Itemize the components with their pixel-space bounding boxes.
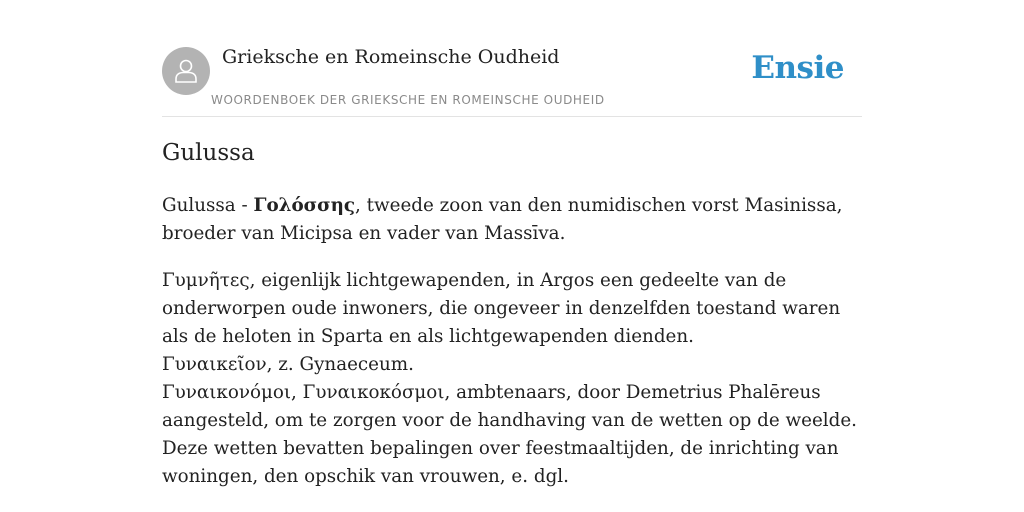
site-title[interactable]: Grieksche en Romeinsche Oudheid <box>222 46 560 68</box>
entry-line: Γυναικεῖον, z. Gynaeceum. <box>162 354 414 375</box>
entry-content <box>162 192 862 510</box>
entry-line: Γυμνῆτες, eigenlijk lichtgewapenden, in Argos een gedeelte van de onderworpen oude inwoners, die ongeveer in denzelfden toestand waren als de heloten in Sparta en als lichtgewapenden dienden. <box>162 270 841 347</box>
site-subtitle: WOORDENBOEK DER GRIEKSCHE EN ROMEINSCHE OUDHEID <box>211 93 605 107</box>
entry-paragraph-2 <box>162 267 862 491</box>
entry-description: , tweede zoon van den numidischen vorst Masinissa, broeder van Micipsa en vader van Massīva. <box>162 195 843 244</box>
user-icon <box>171 56 201 86</box>
entry-paragraph-1 <box>162 192 862 248</box>
entry-line: Γυναικονόμοι, Γυναικοκόσμοι, ambtenaars, door Demetrius Phalēreus aangesteld, om te zorgen voor de handhaving van de wetten op de weelde. Deze wetten bevatten bepalingen over feestmaaltijden, de inrichting van woningen, den opschik van vrouwen, e. dgl. <box>162 382 857 487</box>
brand-logo[interactable]: Ensie <box>751 50 844 86</box>
page-container <box>162 0 862 487</box>
entry-lead: Gulussa - <box>162 195 254 216</box>
entry-title: Gulussa <box>162 140 255 166</box>
avatar[interactable] <box>162 47 210 95</box>
entry-greek-name: Γολόσσης <box>253 195 356 216</box>
header <box>162 0 862 117</box>
